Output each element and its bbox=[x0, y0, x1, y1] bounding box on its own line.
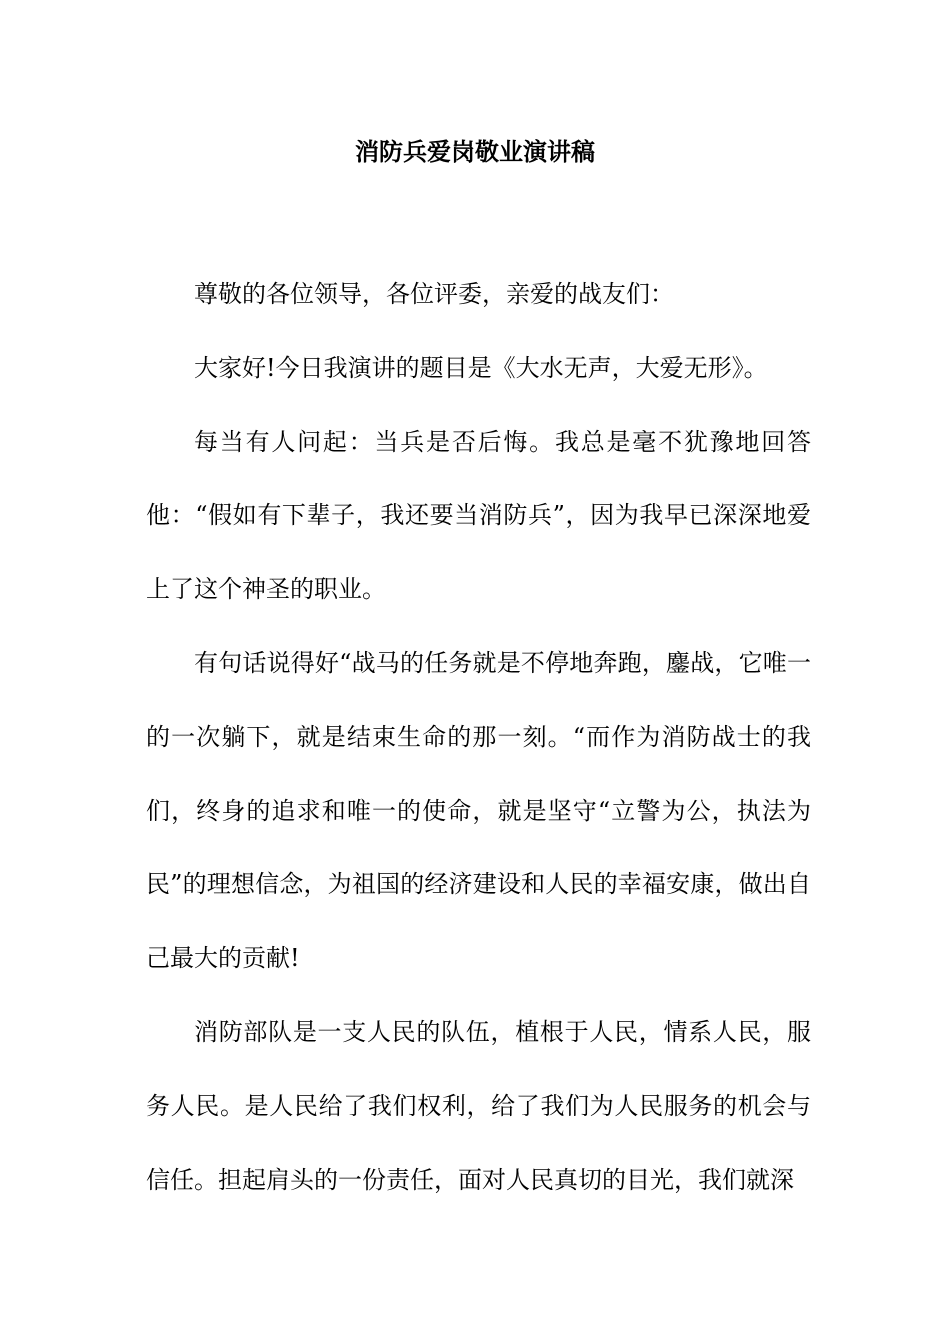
document-body bbox=[146, 258, 811, 1217]
paragraph-intro: 大家好!今日我演讲的题目是《大水无声，大爱无形》。 bbox=[194, 353, 768, 382]
paragraph-greeting: 尊敬的各位领导，各位评委，亲爱的战友们： bbox=[194, 280, 674, 308]
paragraph-warhorse: 有句话说得好“战马的任务就是不停地奔跑，鏖战，它唯一的一次躺下，就是结束生命的那一刻。“而作为消防战士的我们，终身的追求和唯一的使命，就是坚守“立警为公，执法为民”的理想信念，为祖国的经济建设和人民的幸福安康，做出自己最大的贡献! bbox=[146, 648, 811, 973]
paragraph-serve-people: 消防部队是一支人民的队伍，植根于人民，情系人民，服务人民。是人民给了我们权利，给了我们为人民服务的机会与信任。担起肩头的一份责任，面对人民真切的目光，我们就深 bbox=[146, 1017, 811, 1194]
paragraph-no-regret: 每当有人问起：当兵是否后悔。我总是毫不犹豫地回答他：“假如有下辈子，我还要当消防兵”，因为我早已深深地爱上了这个神圣的职业。 bbox=[146, 427, 811, 604]
document-title: 消防兵爱岗敬业演讲稿 bbox=[355, 138, 595, 166]
